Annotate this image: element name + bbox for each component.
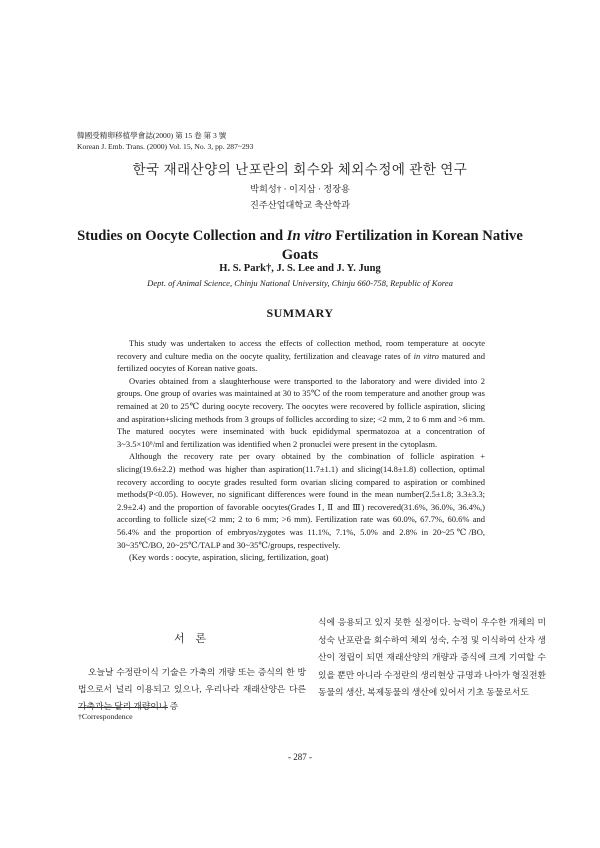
english-affiliation: Dept. of Animal Science, Chinju National University, Chinju 660-758, Republic of Korea <box>147 278 453 288</box>
page-number: - 287 - <box>288 752 312 762</box>
abstract-paragraph-3: Although the recovery rate per ovary obtained by the combination of follicle aspiration + slicing(19.6±2.2) method was higher than aspiration(11.7±1.1) and slicing(14.8±1.8) collection, optimal recovery according to oocyte grades resulted form ovarian slicing compared to aspiration or combined methods(P<0.05). However, no significant differences were found in the mean number(2.5±1.8; 3.3±3.3; 2.9±2.4) and the proportion of favorable oocytes(Grades Ⅰ, Ⅱ and Ⅲ) recovered(31.6%, 36.0%, 36.4%,) according to follicle size(<2 mm; 2 to 6 mm; >6 mm). Fertilization rate was 60.0%, 67.7%, 60.6% and 56.4% and the proportion of embryos/zygotes was 11.1%, 7.1%, 5.0% and 2.8% in 20~25℃/BO, 30~35℃/BO, 20~25℃/TALP and 30~35℃/groups, respectively. <box>117 451 485 550</box>
left-column <box>78 630 306 714</box>
footnote-rule <box>78 707 168 708</box>
abstract <box>117 337 485 564</box>
footnote: †Correspondence <box>78 712 133 721</box>
abstract-p1-a: This study was undertaken to access the effects of collection method, room temperature at oocyte recovery and culture media on the oocyte quality, fertilization and cleavage rates of <box>117 338 485 361</box>
korean-title: 한국 재래산양의 난포란의 회수와 체외수정에 관한 연구 <box>132 162 468 177</box>
abstract-paragraph-1 <box>117 337 485 375</box>
journal-header-english: Korean J. Emb. Trans. (2000) Vol. 15, No. 3, pp. 287~293 <box>77 142 254 151</box>
abstract-keywords: (Key words : oocyte, aspiration, slicing, fertilization, goat) <box>129 552 329 563</box>
abstract-paragraph-2: Ovaries obtained from a slaughterhouse were transported to the laboratory and were divided into 2 groups. One group of ovaries was maintained at 30 to 35℃ of the room temperature and another group was remained at 20 to 25℃ during oocyte recovery. The oocytes were recovered by follicle aspiration, slicing and aspiration+slicing methods from 3 groups of follicles according to size; <2 mm, 2 to 6 mm and >6 mm. The matured oocytes were inseminated with buck epididymal spermatozoa at a concentration of 3~3.5×10⁶/ml and fertilization was identified when 2 pronuclei were present in the cytoplasm. <box>117 375 485 449</box>
journal-header-korean: 韓國受精卵移植學會誌(2000) 第 15 卷 第 3 號 <box>77 131 227 140</box>
summary-heading: SUMMARY <box>266 306 334 320</box>
english-authors: H. S. Park†, J. S. Lee and J. Y. Jung <box>219 263 381 274</box>
abstract-p1-italic: in vitro <box>413 350 439 361</box>
journal-header <box>77 130 377 152</box>
english-title-part2: Fertilization in Korean Native Goats <box>281 228 523 263</box>
section-heading-introduction: 서 론 <box>173 633 210 645</box>
abstract-p1-b: matured and fertilized oocytes of Korean native goats. <box>117 350 485 374</box>
english-title <box>60 227 540 265</box>
english-title-part1: Studies on Oocyte Collection and <box>77 228 287 244</box>
korean-authors: 박희성† · 이지삼 · 정장용 <box>250 184 350 194</box>
korean-affiliation: 진주산업대학교 축산학과 <box>250 200 350 210</box>
left-column-text: 오늘날 수정란이식 기술은 가축의 개량 또는 증식의 한 방법으로서 널리 이용되고 있으나, 우리나라 재래산양은 다른 가축과는 달리 개량이나 증 <box>78 667 306 711</box>
english-title-italic: In vitro <box>286 228 332 244</box>
right-column-text: 식에 응용되고 있지 못한 실정이다. 능력이 우수한 개체의 미성숙 난포란을 회수하여 체외 성숙, 수정 및 이식하여 산자 생산이 정립이 되면 재래산양의 개량과 증식에 크게 기여할 수 있을 뿐만 아니라 수정란의 생리현상 규명과 나아가 형질전환동물의 생산, 복제동물의 생산에 있어서 기초 동물로서도 <box>318 617 546 697</box>
